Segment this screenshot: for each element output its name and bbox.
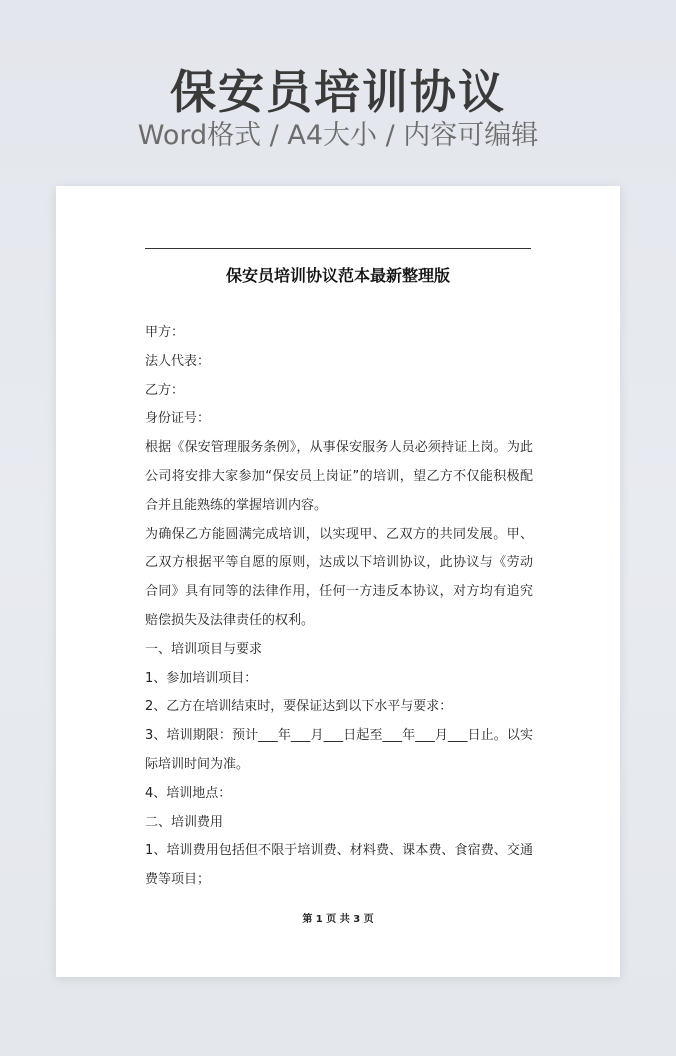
legal-representative-line: 法人代表： bbox=[145, 353, 211, 369]
party-b-line: 乙方： bbox=[145, 382, 185, 398]
section-heading-training-costs: 二、培训费用 bbox=[145, 814, 224, 830]
list-item-training-location: 4、培训地点： bbox=[145, 785, 232, 801]
party-a-line: 甲方： bbox=[145, 325, 185, 340]
list-item-training-requirements: 2、乙方在培训结束时，要保证达到以下水平与要求： bbox=[145, 699, 453, 715]
list-item-training-project: 1、参加培训项目： bbox=[145, 670, 258, 686]
list-item-training-period: 3、培训期限：预计___年___月___日起至___年___月___日止。以实际培训时间为准。 bbox=[145, 728, 533, 772]
banner-subtitle: Word格式 / A4大小 / 内容可编辑 bbox=[137, 120, 539, 151]
list-item-cost-scope: 1、培训费用包括但不限于培训费、材料费、课本费、食宿费、交通费等项目； bbox=[145, 843, 533, 888]
banner-title: 保安员培训协议 bbox=[170, 65, 506, 119]
id-number-line: 身份证号： bbox=[145, 411, 211, 427]
section-heading-training-items: 一、培训项目与要求 bbox=[145, 641, 263, 657]
paragraph-purpose: 为确保乙方能圆满完成培训，以实现甲、乙双方的共同发展。甲、乙双方根据平等自愿的原则，达成以下培训协议，此协议与《劳动合同》具有同等的法律作用，任何一方违反本协议，对方均有追究赔偿损失及法律责任的权利。 bbox=[145, 526, 533, 628]
paragraph-basis: 根据《保安管理服务条例》，从事保安服务人员必须持证上岗。为此公司将安排大家参加“保安员上岗证”的培训，望乙方不仅能积极配合并且能熟练的掌握培训内容。 bbox=[145, 440, 533, 513]
page-number-footer: 第 1 页 共 3 页 bbox=[302, 914, 374, 925]
header-rule bbox=[145, 248, 531, 249]
document-body bbox=[145, 319, 533, 895]
document-title: 保安员培训协议范本最新整理版 bbox=[225, 266, 450, 285]
document-page bbox=[56, 186, 620, 977]
